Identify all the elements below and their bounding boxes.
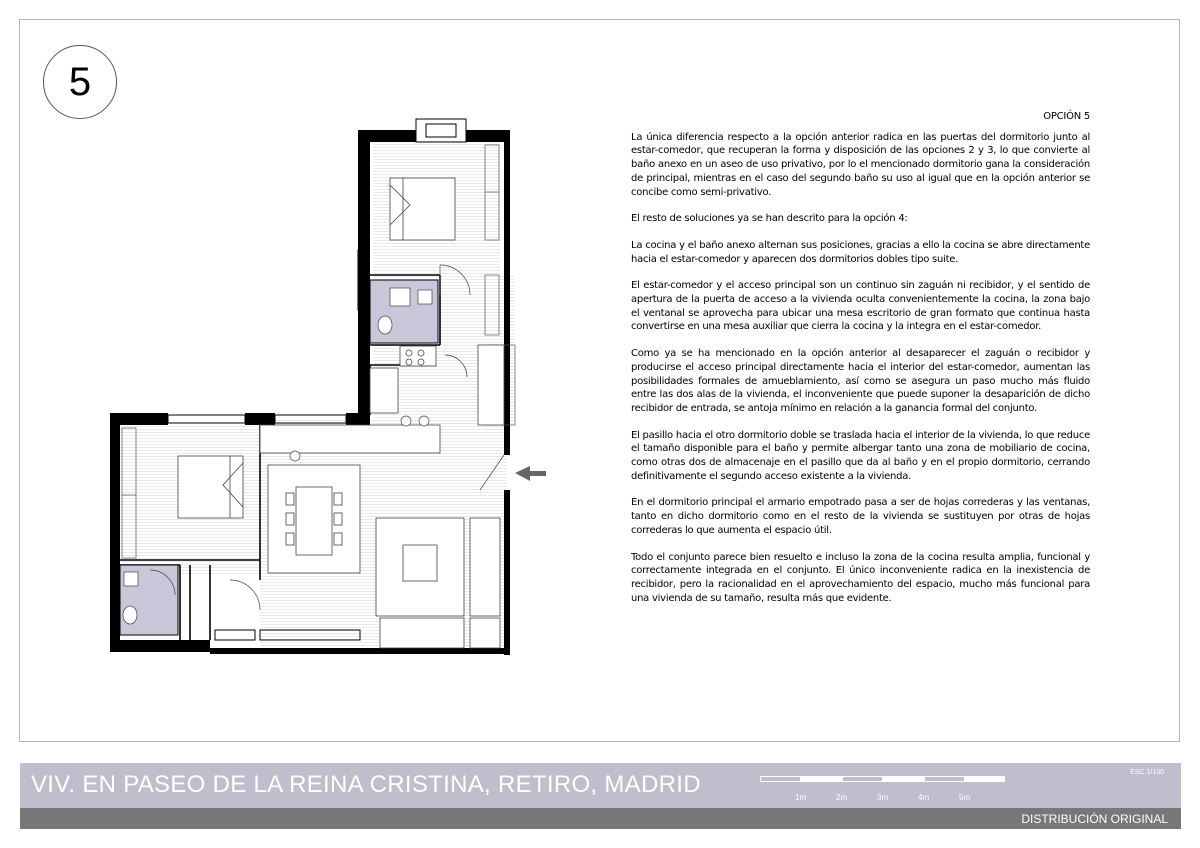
scale-tick-label: 3m xyxy=(877,793,889,802)
paragraph: El estar-comedor y el acceso principal son un continuo sin zaguán ni recibidor, y el sentido de apertura de la puerta de acceso a la vivienda oculta convenientemente la cocina, la zona bajo el ventanal se aprovecha para ubicar una mesa escritorio de gran formato que continua hasta convertirse en una mesa auxiliar que cierra la cocina y la integra en el estar-comedor. xyxy=(631,280,1090,333)
scale-segment xyxy=(924,776,965,782)
paragraph: En el dormitorio principal el armario empotrado pasa a ser de hojas correderas y las ventanas, tanto en dicho dormitorio como en el resto de la vivienda se sustituyen por otras de hojas correderas lo que aumenta el espacio útil. xyxy=(631,497,1090,536)
scale-segment xyxy=(842,776,883,782)
scale-tick-label: 5m xyxy=(959,793,971,802)
dining-area xyxy=(268,465,360,573)
paragraph: El resto de soluciones ya se han descrito para la opción 4: xyxy=(631,213,908,225)
scale-tick-label: 2m xyxy=(836,793,848,802)
scale-segment xyxy=(965,776,1005,782)
living-area xyxy=(376,518,500,648)
bed-top xyxy=(390,178,455,240)
sheet-subtitle: DISTRIBUCIÓN ORIGINAL xyxy=(1021,812,1168,826)
scale-label: ESC 1/100 xyxy=(1130,769,1164,776)
sheet-number: 5 xyxy=(43,45,117,119)
desk xyxy=(260,425,440,453)
scale-segment xyxy=(760,776,801,782)
description-column xyxy=(631,110,1090,618)
scale-segment xyxy=(883,776,924,782)
floor-plan xyxy=(100,110,560,660)
paragraph: La única diferencia respecto a la opción anterior radica en las puertas del dormitorio junto al estar-comedor, que recuperan la forma y disposición de las opciones 2 y 3, lo que convierte al baño anexo en un aseo de uso privativo, por lo el mencionado dormitorio gana la consideración de principal, mientras en el caso del segundo baño su uso al igual que en la opción anterior se concibe como semi-privativo. xyxy=(631,131,1090,198)
scale-tick-label: 1m xyxy=(795,793,807,802)
option-heading: OPCIÓN 5 xyxy=(1043,111,1090,122)
paragraph: El pasillo hacia el otro dormitorio doble se traslada hacia el interior de la vivienda, lo que reduce el tamaño disponible para el baño y permite albergar tanto una zona de mobiliario de cocina, como otras dos de almacenaje en el pasillo que da al baño y en el propio dormitorio, cerrando definitivamente el segundo acceso existente a la vivienda. xyxy=(631,429,1090,482)
scale-tick-label: 4m xyxy=(918,793,930,802)
footer-subbar xyxy=(20,808,1181,829)
project-title: VIV. EN PASEO DE LA REINA CRISTINA, RETIRO, MADRID xyxy=(31,771,701,798)
bed-left xyxy=(178,456,243,518)
scale-segment xyxy=(801,776,842,782)
paragraph: Todo el conjunto parece bien resuelto e incluso la zona de la cocina resulta amplia, funcional y correctamente integrada en el conjunto. El único inconveniente radica en la inexistencia de recibidor, pero la racionalidad en el aprovechamiento del espacio, mucho más funcional para una vivienda de su tamaño, resulta más que evidente. xyxy=(631,551,1090,604)
entry-arrow-icon xyxy=(515,466,546,481)
paragraph: Como ya se ha mencionado en la opción anterior al desaparecer el zaguán o recibidor y producirse el acceso principal directamente hacia el interior del estar-comedor, aumentan las posibilidades formales de amueblamiento, así como se asegura un paso mucho más fluido entre las dos alas de la vivienda, el inconveniente que puede suponer la desaparición de dicho recibidor de entrada, se antoja mínimo en relación a la ganancia formal del conjunto. xyxy=(631,348,1090,414)
paragraph: La cocina y el baño anexo alternan sus posiciones, gracias a ello la cocina se abre directamente hacia el estar-comedor y aparecen dos dormitorios dobles tipo suite. xyxy=(631,239,1090,265)
